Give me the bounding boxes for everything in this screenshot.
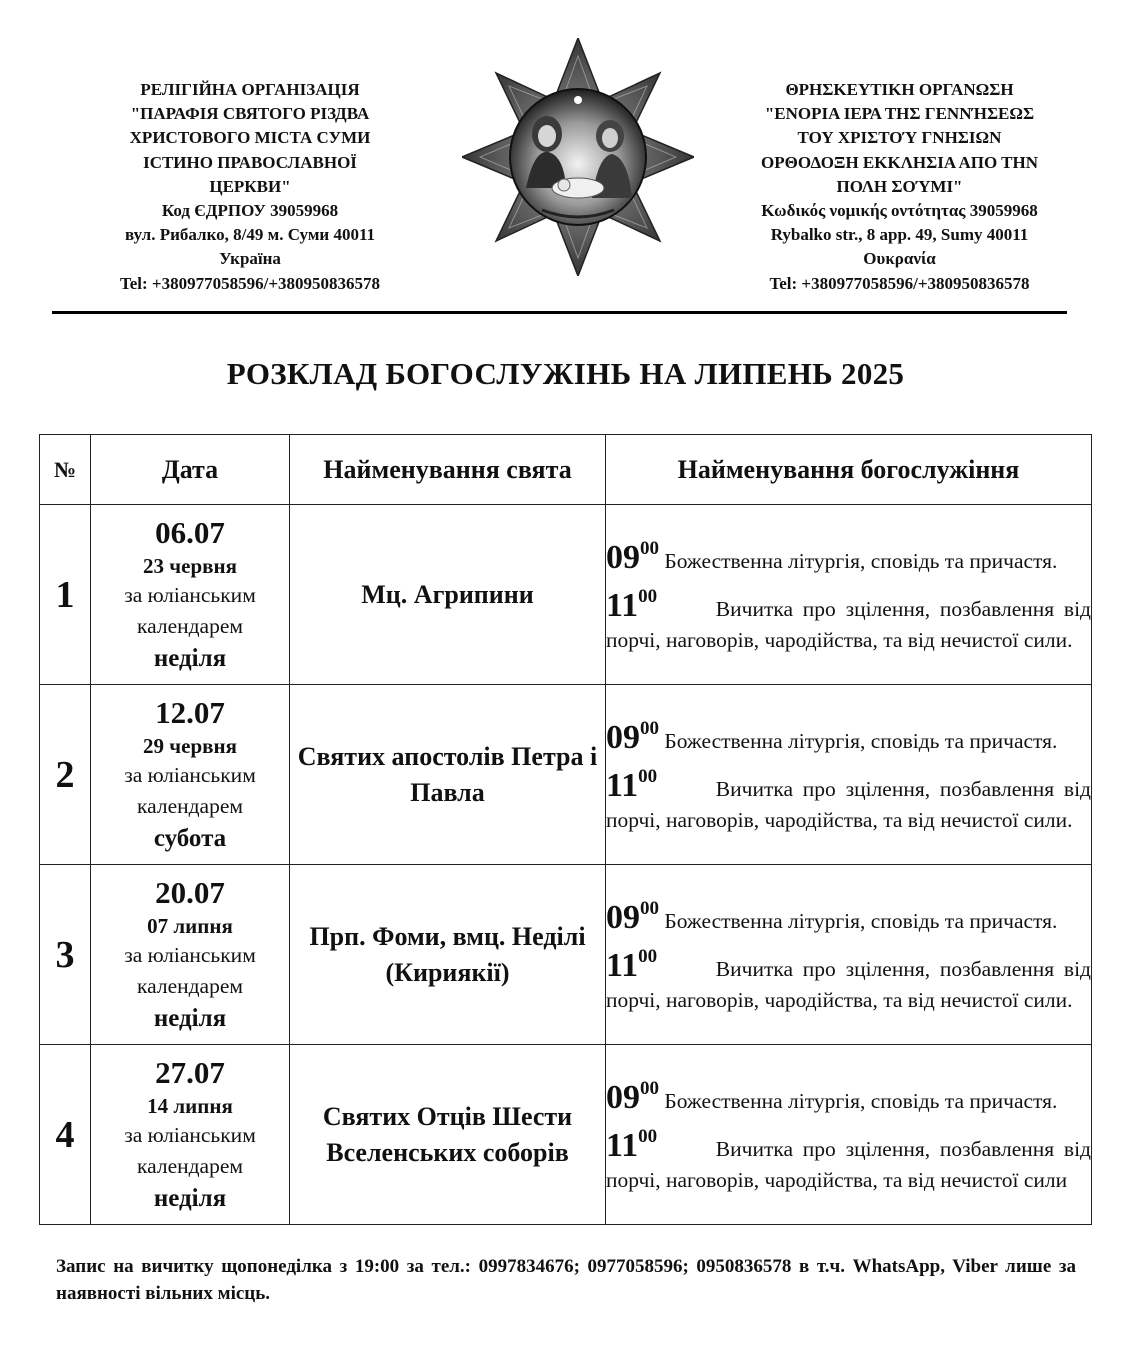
header-right-line: "ΕΝΟΡΙΑ ΙΕΡΑ ΤΗΣ ΓΕΝΝΉΣΕΩΣ [764, 104, 1035, 124]
row-services [606, 505, 1092, 685]
row-old-date: 23 червня [143, 553, 237, 578]
row-old-date: 14 липня [147, 1093, 233, 1118]
row-weekday: неділя [153, 1004, 227, 1032]
footer-note: Запис на вичитку щопонеділка з 19:00 за тел.: 0997834676; 0977058596; 0950836578 в т.ч. WhatsApp, Viber лише за наявності вільних місць. [56, 1256, 1076, 1304]
service-time: $11^{00}$ [606, 946, 658, 984]
row-weekday: неділя [153, 644, 227, 672]
header-right-line: ΤΟΥ ΧΡΙΣΤΟΎ ΓΝΗΣΙΩΝ [797, 128, 1002, 148]
header-left-line: ЦЕРКВИ" [209, 176, 291, 196]
row-old-date: 07 липня [147, 913, 233, 938]
row-date: 27.07 [155, 1054, 225, 1090]
header-left-line: Україна [219, 249, 281, 269]
row-calendar-line2: календарем [136, 1153, 243, 1178]
service-reading: $11^{00}$ Вичитка про зцілення, позбавлення від порчі, наговорів, чародійства, та від нечистої сили. [606, 586, 1091, 652]
header-left-line: Tel: +380977058596/+380950836578 [119, 273, 381, 293]
header-right-line: Κωδικός νομικής οντότητας 39059968 [761, 201, 1038, 221]
row-calendar-line2: календарем [136, 973, 243, 998]
service-time: $09^{00}$ [606, 718, 659, 756]
row-feast: Святих апостолів Петра і Павла [290, 685, 606, 865]
header-right-line: Ουκρανία [863, 249, 936, 269]
row-date: 20.07 [155, 874, 225, 910]
row-number: 2 [40, 685, 91, 865]
table-row [40, 685, 1092, 865]
table-row [40, 505, 1092, 685]
row-calendar-line2: календарем [136, 613, 243, 638]
header-service-name: Найменування богослужіння [606, 435, 1092, 505]
row-feast: Святих Отців Шести Вселенських соборів [290, 1045, 606, 1225]
header-left-line: вул. Рибалко, 8/49 м. Суми 40011 [124, 225, 376, 245]
service-time: $09^{00}$ [606, 1078, 659, 1116]
table-row [40, 1045, 1092, 1225]
header-left-line: ХРИСТОВОГО МІСТА СУМИ [129, 128, 371, 148]
header-left-line: Код ЄДРПОУ 39059968 [161, 201, 339, 221]
header-left-org-info [60, 78, 440, 296]
row-number: 3 [40, 865, 91, 1045]
header-right-line: ΘΡΗΣΚΕΥΤΙΚΗ ΟΡΓΑΝΩΣΗ [785, 80, 1014, 99]
row-date-cell [91, 1045, 290, 1225]
service-reading: $11^{00}$ Вичитка про зцілення, позбавлення від порчі, наговорів, чародійства, та від нечистої сили. [606, 766, 1091, 832]
row-date: 12.07 [155, 694, 225, 730]
row-calendar-line1: за юліанським [124, 582, 256, 607]
service-reading: $11^{00}$ Вичитка про зцілення, позбавлення від порчі, наговорів, чародійства, та від нечистої сили [606, 1126, 1091, 1192]
nativity-star-icon [462, 38, 694, 276]
row-services [606, 685, 1092, 865]
row-calendar-line2: календарем [136, 793, 243, 818]
service-liturgy: $09^{00}$ Божественна літургія, сповідь та причастя. [606, 718, 1058, 756]
header-date: Дата [91, 435, 290, 505]
header-divider [52, 311, 1067, 314]
page-title: РОЗКЛАД БОГОСЛУЖІНЬ НА ЛИПЕНЬ 2025 [226, 356, 905, 391]
header-right-org-info [712, 78, 1087, 296]
table-row [40, 865, 1092, 1045]
row-services [606, 1045, 1092, 1225]
row-number: 4 [40, 1045, 91, 1225]
schedule-table [39, 434, 1092, 1225]
row-number: 1 [40, 505, 91, 685]
row-old-date: 29 червня [143, 733, 237, 758]
header-left-line: РЕЛІГІЙНА ОРГАНІЗАЦІЯ [140, 80, 360, 99]
header-right-line: Rybalko str., 8 app. 49, Sumy 40011 [770, 225, 1029, 245]
table-header-row [40, 435, 1092, 505]
service-liturgy: $09^{00}$ Божественна літургія, сповідь та причастя. [606, 1078, 1058, 1116]
service-liturgy: $09^{00}$ Божественна літургія, сповідь та причастя. [606, 898, 1058, 936]
header-right-line: ΠΟΛΗ ΣΟΎΜΙ" [836, 176, 963, 196]
row-calendar-line1: за юліанським [124, 1122, 256, 1147]
row-services [606, 865, 1092, 1045]
header-right-line: Tel: +380977058596/+380950836578 [769, 273, 1030, 293]
service-reading: $11^{00}$ Вичитка про зцілення, позбавлення від порчі, наговорів, чародійства, та від нечистої сили. [606, 946, 1091, 1012]
row-weekday: неділя [153, 1184, 227, 1212]
header-left-line: "ПАРАФІЯ СВЯТОГО РІЗДВА [130, 104, 370, 124]
service-time: $11^{00}$ [606, 766, 658, 804]
service-liturgy: $09^{00}$ Божественна літургія, сповідь та причастя. [606, 538, 1058, 576]
row-feast: Мц. Агрипини [290, 505, 606, 685]
row-date-cell [91, 505, 290, 685]
row-weekday: субота [153, 824, 227, 852]
service-time: $09^{00}$ [606, 538, 659, 576]
row-date: 06.07 [155, 514, 225, 550]
row-calendar-line1: за юліанським [124, 942, 256, 967]
header-left-line: ІСТИНО ПРАВОСЛАВНОЇ [143, 152, 357, 172]
row-date-cell [91, 865, 290, 1045]
header-right-line: ΟΡΘΟΔΟΞΗ ΕΚΚΛΗΣΙΑ ΑΠΟ ΤΗΝ [760, 152, 1038, 172]
header-feast-name: Найменування свята [290, 435, 606, 505]
service-time: $09^{00}$ [606, 898, 659, 936]
service-time: $11^{00}$ [606, 586, 658, 624]
row-feast: Прп. Фоми, вмц. Неділі (Кириякії) [290, 865, 606, 1045]
header-number: № [40, 435, 91, 505]
row-calendar-line1: за юліанським [124, 762, 256, 787]
row-date-cell [91, 685, 290, 865]
service-time: $11^{00}$ [606, 1126, 658, 1164]
